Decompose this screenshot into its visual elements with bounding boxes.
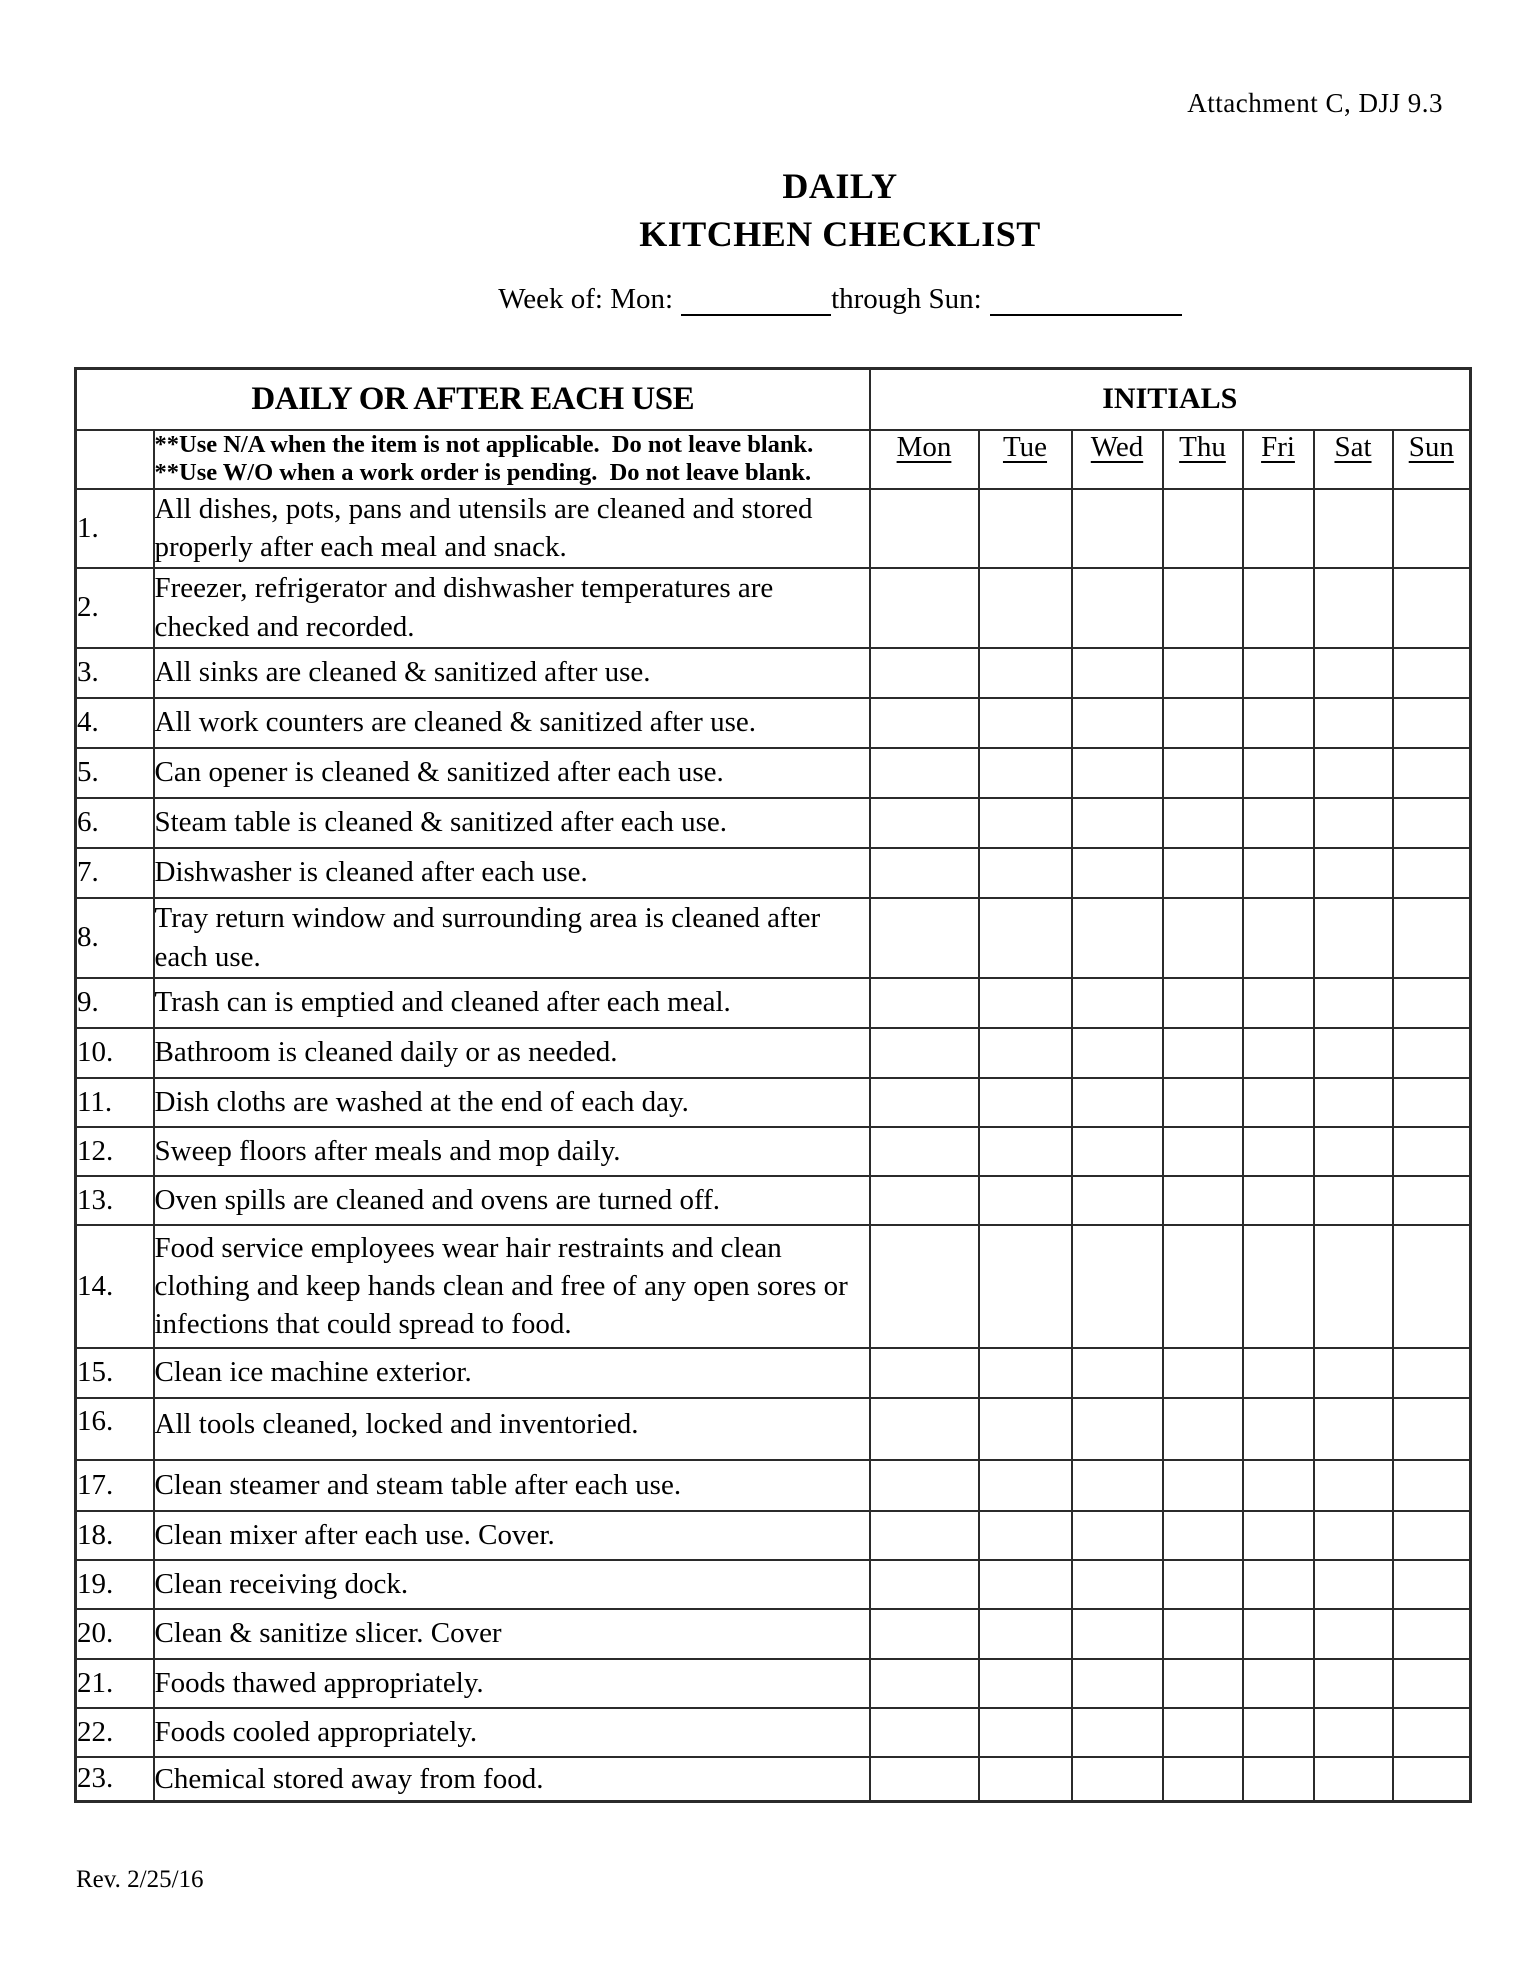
item-text: Trash can is emptied and cleaned after each meal. bbox=[154, 978, 870, 1028]
title-line-1: DAILY bbox=[782, 166, 898, 206]
initials-cell-wed[interactable] bbox=[1072, 1398, 1163, 1460]
checklist-row bbox=[76, 489, 1471, 568]
initials-cell-mon[interactable] bbox=[870, 698, 979, 748]
initials-cell-sun[interactable] bbox=[1393, 1511, 1471, 1560]
initials-cell-tue[interactable] bbox=[979, 1560, 1072, 1609]
initials-cell-sat[interactable] bbox=[1314, 1609, 1393, 1659]
initials-cell-fri[interactable] bbox=[1243, 1609, 1314, 1659]
initials-cell-wed[interactable] bbox=[1072, 1078, 1163, 1127]
initials-cell-sat[interactable] bbox=[1314, 1460, 1393, 1511]
initials-cell-thu[interactable] bbox=[1163, 1708, 1243, 1757]
checklist-row bbox=[76, 1511, 1471, 1560]
initials-cell-sun[interactable] bbox=[1393, 898, 1471, 978]
item-text: All tools cleaned, locked and inventoried. bbox=[154, 1398, 870, 1460]
initials-cell-sun[interactable] bbox=[1393, 1225, 1471, 1348]
initials-cell-fri[interactable] bbox=[1243, 1225, 1314, 1348]
item-number: 10. bbox=[76, 1028, 154, 1078]
initials-cell-tue[interactable] bbox=[979, 978, 1072, 1028]
initials-cell-wed[interactable] bbox=[1072, 1708, 1163, 1757]
initials-cell-fri[interactable] bbox=[1243, 1659, 1314, 1708]
initials-cell-wed[interactable] bbox=[1072, 1609, 1163, 1659]
item-text: Tray return window and surrounding area is cleaned after each use. bbox=[154, 898, 870, 978]
checklist-row bbox=[76, 568, 1471, 648]
initials-cell-sun[interactable] bbox=[1393, 648, 1471, 698]
table-header-row bbox=[76, 369, 1471, 430]
item-number: 3. bbox=[76, 648, 154, 698]
initials-cell-sun[interactable] bbox=[1393, 1348, 1471, 1398]
initials-cell-mon[interactable] bbox=[870, 1659, 979, 1708]
initials-cell-sun[interactable] bbox=[1393, 978, 1471, 1028]
initials-cell-fri[interactable] bbox=[1243, 1028, 1314, 1078]
initials-cell-thu[interactable] bbox=[1163, 648, 1243, 698]
initials-cell-sat[interactable] bbox=[1314, 698, 1393, 748]
initials-cell-thu[interactable] bbox=[1163, 848, 1243, 898]
checklist-row bbox=[76, 1398, 1471, 1460]
initials-cell-fri[interactable] bbox=[1243, 489, 1314, 568]
initials-cell-wed[interactable] bbox=[1072, 568, 1163, 648]
checklist-row bbox=[76, 848, 1471, 898]
initials-cell-tue[interactable] bbox=[979, 898, 1072, 978]
checklist-row bbox=[76, 698, 1471, 748]
initials-cell-sat[interactable] bbox=[1314, 978, 1393, 1028]
initials-cell-wed[interactable] bbox=[1072, 1511, 1163, 1560]
initials-cell-mon[interactable] bbox=[870, 1511, 979, 1560]
day-header-tue: Tue bbox=[979, 430, 1072, 489]
initials-cell-sun[interactable] bbox=[1393, 1609, 1471, 1659]
initials-cell-tue[interactable] bbox=[979, 1078, 1072, 1127]
initials-cell-thu[interactable] bbox=[1163, 1078, 1243, 1127]
item-text: All sinks are cleaned & sanitized after use. bbox=[154, 648, 870, 698]
initials-cell-tue[interactable] bbox=[979, 489, 1072, 568]
initials-cell-sun[interactable] bbox=[1393, 1028, 1471, 1078]
initials-cell-wed[interactable] bbox=[1072, 648, 1163, 698]
item-text: Clean steamer and steam table after each use. bbox=[154, 1460, 870, 1511]
initials-cell-fri[interactable] bbox=[1243, 1398, 1314, 1460]
initials-cell-mon[interactable] bbox=[870, 1708, 979, 1757]
through-label: through Sun: bbox=[831, 283, 982, 315]
initials-cell-tue[interactable] bbox=[979, 568, 1072, 648]
item-text: Food service employees wear hair restraints and clean clothing and keep hands clean and free of any open sores or infections that could spread to food. bbox=[154, 1225, 870, 1348]
initials-cell-thu[interactable] bbox=[1163, 1609, 1243, 1659]
initials-cell-sun[interactable] bbox=[1393, 1127, 1471, 1176]
initials-cell-fri[interactable] bbox=[1243, 698, 1314, 748]
initials-cell-wed[interactable] bbox=[1072, 1560, 1163, 1609]
notes-and-days-row bbox=[76, 430, 1471, 489]
initials-cell-thu[interactable] bbox=[1163, 798, 1243, 848]
document-title bbox=[150, 162, 1530, 258]
initials-cell-tue[interactable] bbox=[979, 1398, 1072, 1460]
item-text: Can opener is cleaned & sanitized after each use. bbox=[154, 748, 870, 798]
initials-cell-sun[interactable] bbox=[1393, 1659, 1471, 1708]
section-header: DAILY OR AFTER EACH USE bbox=[76, 369, 870, 430]
initials-cell-tue[interactable] bbox=[979, 1757, 1072, 1802]
item-number: 23. bbox=[76, 1757, 154, 1802]
item-text: Oven spills are cleaned and ovens are turned off. bbox=[154, 1176, 870, 1225]
initials-cell-wed[interactable] bbox=[1072, 1659, 1163, 1708]
initials-cell-tue[interactable] bbox=[979, 1348, 1072, 1398]
initials-header: INITIALS bbox=[870, 369, 1471, 430]
item-text: All dishes, pots, pans and utensils are cleaned and stored properly after each meal and snack. bbox=[154, 489, 870, 568]
initials-cell-fri[interactable] bbox=[1243, 798, 1314, 848]
checklist-row bbox=[76, 898, 1471, 978]
day-header-thu: Thu bbox=[1163, 430, 1243, 489]
checklist-row bbox=[76, 1609, 1471, 1659]
initials-cell-wed[interactable] bbox=[1072, 1176, 1163, 1225]
initials-cell-wed[interactable] bbox=[1072, 848, 1163, 898]
item-text: Dish cloths are washed at the end of each day. bbox=[154, 1078, 870, 1127]
item-number: 13. bbox=[76, 1176, 154, 1225]
initials-cell-mon[interactable] bbox=[870, 1127, 979, 1176]
initials-cell-thu[interactable] bbox=[1163, 1757, 1243, 1802]
item-text: Foods thawed appropriately. bbox=[154, 1659, 870, 1708]
checklist-row bbox=[76, 648, 1471, 698]
initials-cell-tue[interactable] bbox=[979, 1127, 1072, 1176]
initials-cell-tue[interactable] bbox=[979, 1511, 1072, 1560]
initials-cell-mon[interactable] bbox=[870, 848, 979, 898]
initials-cell-thu[interactable] bbox=[1163, 1348, 1243, 1398]
initials-cell-mon[interactable] bbox=[870, 1398, 979, 1460]
week-start-blank[interactable] bbox=[681, 284, 831, 316]
checklist-row bbox=[76, 798, 1471, 848]
week-end-blank[interactable] bbox=[990, 284, 1182, 316]
initials-cell-sat[interactable] bbox=[1314, 898, 1393, 978]
usage-note-na: **Use N/A when the item is not applicable. Do not leave blank. bbox=[154, 431, 814, 458]
initials-cell-sun[interactable] bbox=[1393, 1708, 1471, 1757]
item-number: 4. bbox=[76, 698, 154, 748]
initials-cell-sun[interactable] bbox=[1393, 1176, 1471, 1225]
initials-cell-mon[interactable] bbox=[870, 489, 979, 568]
checklist-row bbox=[76, 1659, 1471, 1708]
item-text: Clean mixer after each use. Cover. bbox=[154, 1511, 870, 1560]
item-number: 21. bbox=[76, 1659, 154, 1708]
day-header-sun: Sun bbox=[1393, 430, 1471, 489]
initials-cell-sat[interactable] bbox=[1314, 1511, 1393, 1560]
day-header-sat: Sat bbox=[1314, 430, 1393, 489]
initials-cell-wed[interactable] bbox=[1072, 1348, 1163, 1398]
initials-cell-fri[interactable] bbox=[1243, 1511, 1314, 1560]
initials-cell-wed[interactable] bbox=[1072, 1028, 1163, 1078]
initials-cell-sun[interactable] bbox=[1393, 798, 1471, 848]
item-number: 9. bbox=[76, 978, 154, 1028]
initials-cell-thu[interactable] bbox=[1163, 1225, 1243, 1348]
initials-cell-mon[interactable] bbox=[870, 1176, 979, 1225]
initials-cell-fri[interactable] bbox=[1243, 568, 1314, 648]
initials-cell-sun[interactable] bbox=[1393, 1078, 1471, 1127]
initials-cell-tue[interactable] bbox=[979, 748, 1072, 798]
initials-cell-wed[interactable] bbox=[1072, 978, 1163, 1028]
checklist-row bbox=[76, 748, 1471, 798]
initials-cell-sat[interactable] bbox=[1314, 1659, 1393, 1708]
initials-cell-thu[interactable] bbox=[1163, 898, 1243, 978]
item-number: 20. bbox=[76, 1609, 154, 1659]
initials-cell-sat[interactable] bbox=[1314, 1127, 1393, 1176]
initials-cell-sat[interactable] bbox=[1314, 568, 1393, 648]
item-number: 19. bbox=[76, 1560, 154, 1609]
usage-note-wo: **Use W/O when a work order is pending. Do not leave blank. bbox=[154, 459, 812, 486]
item-number: 14. bbox=[76, 1225, 154, 1348]
initials-cell-thu[interactable] bbox=[1163, 1398, 1243, 1460]
item-number: 15. bbox=[76, 1348, 154, 1398]
initials-cell-thu[interactable] bbox=[1163, 1028, 1243, 1078]
initials-cell-thu[interactable] bbox=[1163, 748, 1243, 798]
day-header-mon: Mon bbox=[870, 430, 979, 489]
initials-cell-mon[interactable] bbox=[870, 798, 979, 848]
initials-cell-mon[interactable] bbox=[870, 1609, 979, 1659]
item-number: 8. bbox=[76, 898, 154, 978]
item-text: Clean & sanitize slicer. Cover bbox=[154, 1609, 870, 1659]
item-text: Sweep floors after meals and mop daily. bbox=[154, 1127, 870, 1176]
item-number: 6. bbox=[76, 798, 154, 848]
initials-cell-wed[interactable] bbox=[1072, 489, 1163, 568]
revision-note: Rev. 2/25/16 bbox=[76, 1866, 204, 1893]
day-header-fri: Fri bbox=[1243, 430, 1314, 489]
initials-cell-mon[interactable] bbox=[870, 648, 979, 698]
item-text: Foods cooled appropriately. bbox=[154, 1708, 870, 1757]
initials-cell-mon[interactable] bbox=[870, 1078, 979, 1127]
initials-cell-tue[interactable] bbox=[979, 1460, 1072, 1511]
week-of-label: Week of: Mon: bbox=[498, 283, 674, 315]
item-number: 5. bbox=[76, 748, 154, 798]
item-text: All work counters are cleaned & sanitized after use. bbox=[154, 698, 870, 748]
item-text: Freezer, refrigerator and dishwasher temperatures are checked and recorded. bbox=[154, 568, 870, 648]
initials-cell-sun[interactable] bbox=[1393, 1398, 1471, 1460]
initials-cell-sat[interactable] bbox=[1314, 1078, 1393, 1127]
initials-cell-mon[interactable] bbox=[870, 1460, 979, 1511]
initials-cell-thu[interactable] bbox=[1163, 1127, 1243, 1176]
checklist-row bbox=[76, 1560, 1471, 1609]
initials-cell-sun[interactable] bbox=[1393, 748, 1471, 798]
initials-cell-tue[interactable] bbox=[979, 798, 1072, 848]
initials-cell-fri[interactable] bbox=[1243, 1757, 1314, 1802]
kitchen-checklist-table bbox=[74, 367, 1472, 1803]
initials-cell-mon[interactable] bbox=[870, 1560, 979, 1609]
initials-cell-sat[interactable] bbox=[1314, 1176, 1393, 1225]
initials-cell-fri[interactable] bbox=[1243, 1176, 1314, 1225]
initials-cell-fri[interactable] bbox=[1243, 748, 1314, 798]
initials-cell-mon[interactable] bbox=[870, 568, 979, 648]
initials-cell-tue[interactable] bbox=[979, 1659, 1072, 1708]
initials-cell-thu[interactable] bbox=[1163, 489, 1243, 568]
item-number: 18. bbox=[76, 1511, 154, 1560]
initials-cell-thu[interactable] bbox=[1163, 1176, 1243, 1225]
initials-cell-sat[interactable] bbox=[1314, 648, 1393, 698]
initials-cell-sun[interactable] bbox=[1393, 1460, 1471, 1511]
attachment-note: Attachment C, DJJ 9.3 bbox=[1187, 88, 1443, 118]
usage-notes bbox=[154, 430, 870, 489]
item-number: 16. bbox=[76, 1398, 154, 1460]
initials-cell-wed[interactable] bbox=[1072, 748, 1163, 798]
initials-cell-thu[interactable] bbox=[1163, 698, 1243, 748]
checklist-row bbox=[76, 978, 1471, 1028]
checklist-row bbox=[76, 1225, 1471, 1348]
initials-cell-wed[interactable] bbox=[1072, 1757, 1163, 1802]
checklist-row bbox=[76, 1176, 1471, 1225]
initials-cell-fri[interactable] bbox=[1243, 1127, 1314, 1176]
checklist-row bbox=[76, 1127, 1471, 1176]
initials-cell-fri[interactable] bbox=[1243, 848, 1314, 898]
initials-cell-sat[interactable] bbox=[1314, 1225, 1393, 1348]
initials-cell-fri[interactable] bbox=[1243, 1708, 1314, 1757]
title-line-2: KITCHEN CHECKLIST bbox=[639, 214, 1041, 254]
initials-cell-mon[interactable] bbox=[870, 1757, 979, 1802]
initials-cell-tue[interactable] bbox=[979, 1176, 1072, 1225]
initials-cell-wed[interactable] bbox=[1072, 1127, 1163, 1176]
initials-cell-thu[interactable] bbox=[1163, 978, 1243, 1028]
item-number: 22. bbox=[76, 1708, 154, 1757]
checklist-row bbox=[76, 1460, 1471, 1511]
initials-cell-mon[interactable] bbox=[870, 1348, 979, 1398]
initials-cell-tue[interactable] bbox=[979, 1225, 1072, 1348]
initials-cell-thu[interactable] bbox=[1163, 1659, 1243, 1708]
initials-cell-sat[interactable] bbox=[1314, 1348, 1393, 1398]
initials-cell-tue[interactable] bbox=[979, 1028, 1072, 1078]
checklist-row bbox=[76, 1078, 1471, 1127]
initials-cell-mon[interactable] bbox=[870, 978, 979, 1028]
initials-cell-sun[interactable] bbox=[1393, 489, 1471, 568]
item-number: 11. bbox=[76, 1078, 154, 1127]
initials-cell-tue[interactable] bbox=[979, 1609, 1072, 1659]
initials-cell-mon[interactable] bbox=[870, 748, 979, 798]
checklist-row bbox=[76, 1708, 1471, 1757]
initials-cell-fri[interactable] bbox=[1243, 978, 1314, 1028]
initials-cell-sat[interactable] bbox=[1314, 1708, 1393, 1757]
initials-cell-mon[interactable] bbox=[870, 1225, 979, 1348]
initials-cell-tue[interactable] bbox=[979, 698, 1072, 748]
initials-cell-sun[interactable] bbox=[1393, 1560, 1471, 1609]
item-text: Dishwasher is cleaned after each use. bbox=[154, 848, 870, 898]
initials-cell-mon[interactable] bbox=[870, 898, 979, 978]
item-text: Chemical stored away from food. bbox=[154, 1757, 870, 1802]
initials-cell-thu[interactable] bbox=[1163, 1560, 1243, 1609]
item-text: Clean receiving dock. bbox=[154, 1560, 870, 1609]
initials-cell-thu[interactable] bbox=[1163, 568, 1243, 648]
checklist-row bbox=[76, 1028, 1471, 1078]
initials-cell-fri[interactable] bbox=[1243, 1460, 1314, 1511]
checklist-row bbox=[76, 1348, 1471, 1398]
initials-cell-fri[interactable] bbox=[1243, 1560, 1314, 1609]
initials-cell-tue[interactable] bbox=[979, 648, 1072, 698]
initials-cell-sat[interactable] bbox=[1314, 489, 1393, 568]
notes-row-number-cell bbox=[76, 430, 154, 489]
initials-cell-tue[interactable] bbox=[979, 1708, 1072, 1757]
initials-cell-sun[interactable] bbox=[1393, 1757, 1471, 1802]
item-number: 1. bbox=[76, 489, 154, 568]
item-text: Bathroom is cleaned daily or as needed. bbox=[154, 1028, 870, 1078]
item-text: Clean ice machine exterior. bbox=[154, 1348, 870, 1398]
day-header-wed: Wed bbox=[1072, 430, 1163, 489]
initials-cell-fri[interactable] bbox=[1243, 898, 1314, 978]
initials-cell-wed[interactable] bbox=[1072, 798, 1163, 848]
initials-cell-tue[interactable] bbox=[979, 848, 1072, 898]
initials-cell-fri[interactable] bbox=[1243, 648, 1314, 698]
initials-cell-mon[interactable] bbox=[870, 1028, 979, 1078]
week-of-line bbox=[150, 283, 1530, 316]
initials-cell-sun[interactable] bbox=[1393, 848, 1471, 898]
initials-cell-thu[interactable] bbox=[1163, 1460, 1243, 1511]
item-number: 2. bbox=[76, 568, 154, 648]
initials-cell-sat[interactable] bbox=[1314, 1398, 1393, 1460]
item-text: Steam table is cleaned & sanitized after each use. bbox=[154, 798, 870, 848]
item-number: 7. bbox=[76, 848, 154, 898]
initials-cell-sat[interactable] bbox=[1314, 1757, 1393, 1802]
initials-cell-sat[interactable] bbox=[1314, 748, 1393, 798]
initials-cell-fri[interactable] bbox=[1243, 1348, 1314, 1398]
initials-cell-sat[interactable] bbox=[1314, 798, 1393, 848]
initials-cell-sat[interactable] bbox=[1314, 848, 1393, 898]
initials-cell-wed[interactable] bbox=[1072, 698, 1163, 748]
initials-cell-fri[interactable] bbox=[1243, 1078, 1314, 1127]
initials-cell-sun[interactable] bbox=[1393, 568, 1471, 648]
initials-cell-sat[interactable] bbox=[1314, 1028, 1393, 1078]
initials-cell-thu[interactable] bbox=[1163, 1511, 1243, 1560]
initials-cell-sun[interactable] bbox=[1393, 698, 1471, 748]
initials-cell-sat[interactable] bbox=[1314, 1560, 1393, 1609]
initials-cell-wed[interactable] bbox=[1072, 1225, 1163, 1348]
item-number: 12. bbox=[76, 1127, 154, 1176]
initials-cell-wed[interactable] bbox=[1072, 898, 1163, 978]
initials-cell-wed[interactable] bbox=[1072, 1460, 1163, 1511]
checklist-row bbox=[76, 1757, 1471, 1802]
item-number: 17. bbox=[76, 1460, 154, 1511]
